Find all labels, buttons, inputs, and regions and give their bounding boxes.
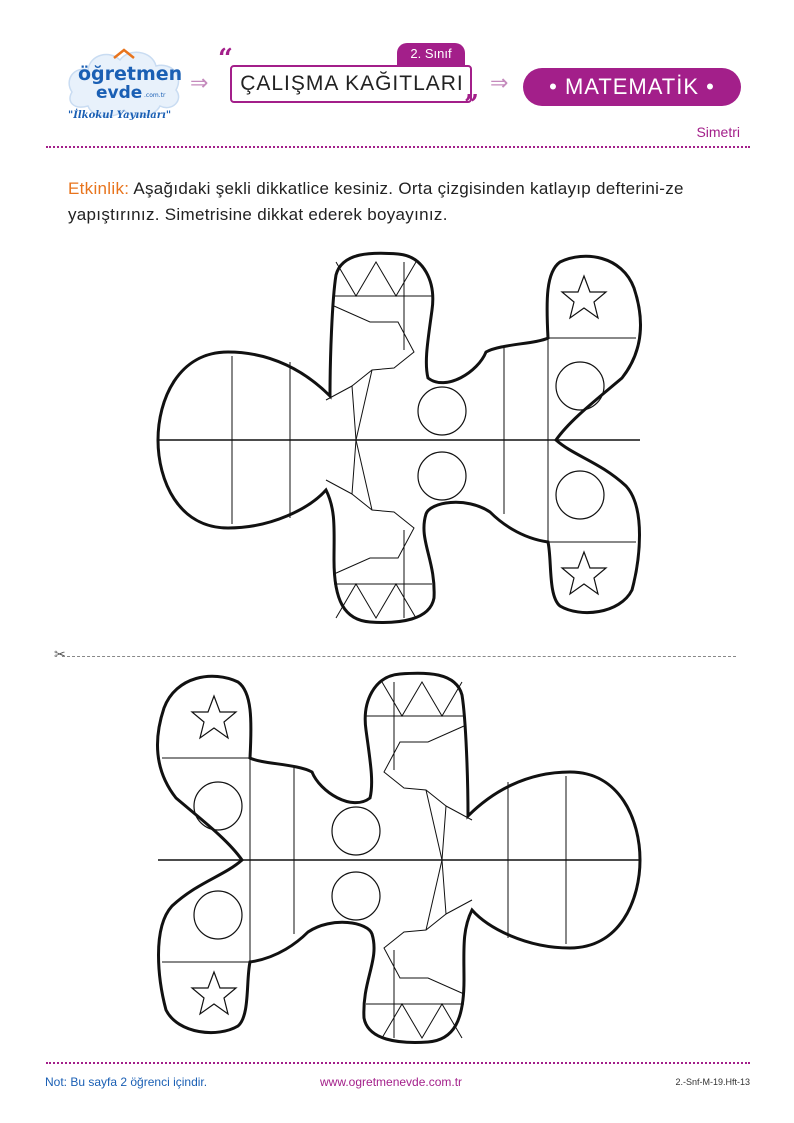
instructions-label: Etkinlik: bbox=[68, 179, 130, 198]
star-icon bbox=[192, 696, 236, 738]
page-title: ÇALIŞMA KAĞITLARI bbox=[240, 72, 464, 95]
footer-code: 2.-Snf-M-19.Hft-13 bbox=[675, 1077, 750, 1087]
star-icon bbox=[192, 972, 236, 1014]
grade-badge: 2. Sınıf bbox=[397, 43, 465, 65]
scissors-icon: ✂ bbox=[54, 646, 66, 662]
footer-website[interactable]: www.ogretmenevde.com.tr bbox=[320, 1075, 463, 1089]
footer-divider bbox=[46, 1062, 750, 1064]
footer-note: Not: Bu sayfa 2 öğrenci içindir. bbox=[45, 1075, 208, 1089]
circle-shape bbox=[194, 782, 242, 830]
logo-domain: .com.tr bbox=[144, 92, 166, 99]
circle-shape bbox=[332, 872, 380, 920]
logo-line2: evde bbox=[96, 83, 143, 103]
instructions-text: Aşağıdaki şekli dikkatlice kesiniz. Orta çizgisinden katlayıp defterini-ze yapıştırınız. Simetrisine dikkat ederek boyayınız. bbox=[68, 179, 684, 224]
subject-badge: • MATEMATİK • bbox=[523, 68, 741, 106]
logo-line1: öğretmen bbox=[78, 63, 183, 85]
arrow-right-icon: ⇒ bbox=[490, 70, 509, 95]
open-quote-icon: “ bbox=[218, 44, 233, 74]
close-quote-icon: ” bbox=[464, 90, 479, 120]
circle-shape bbox=[194, 891, 242, 939]
circle-shape bbox=[332, 807, 380, 855]
topic-label: Simetri bbox=[696, 124, 740, 140]
figure-bottom-outline bbox=[158, 673, 640, 1042]
arrow-right-icon: ⇒ bbox=[190, 70, 209, 95]
logo-tagline: "İlkokul Yayınları" bbox=[68, 110, 172, 121]
